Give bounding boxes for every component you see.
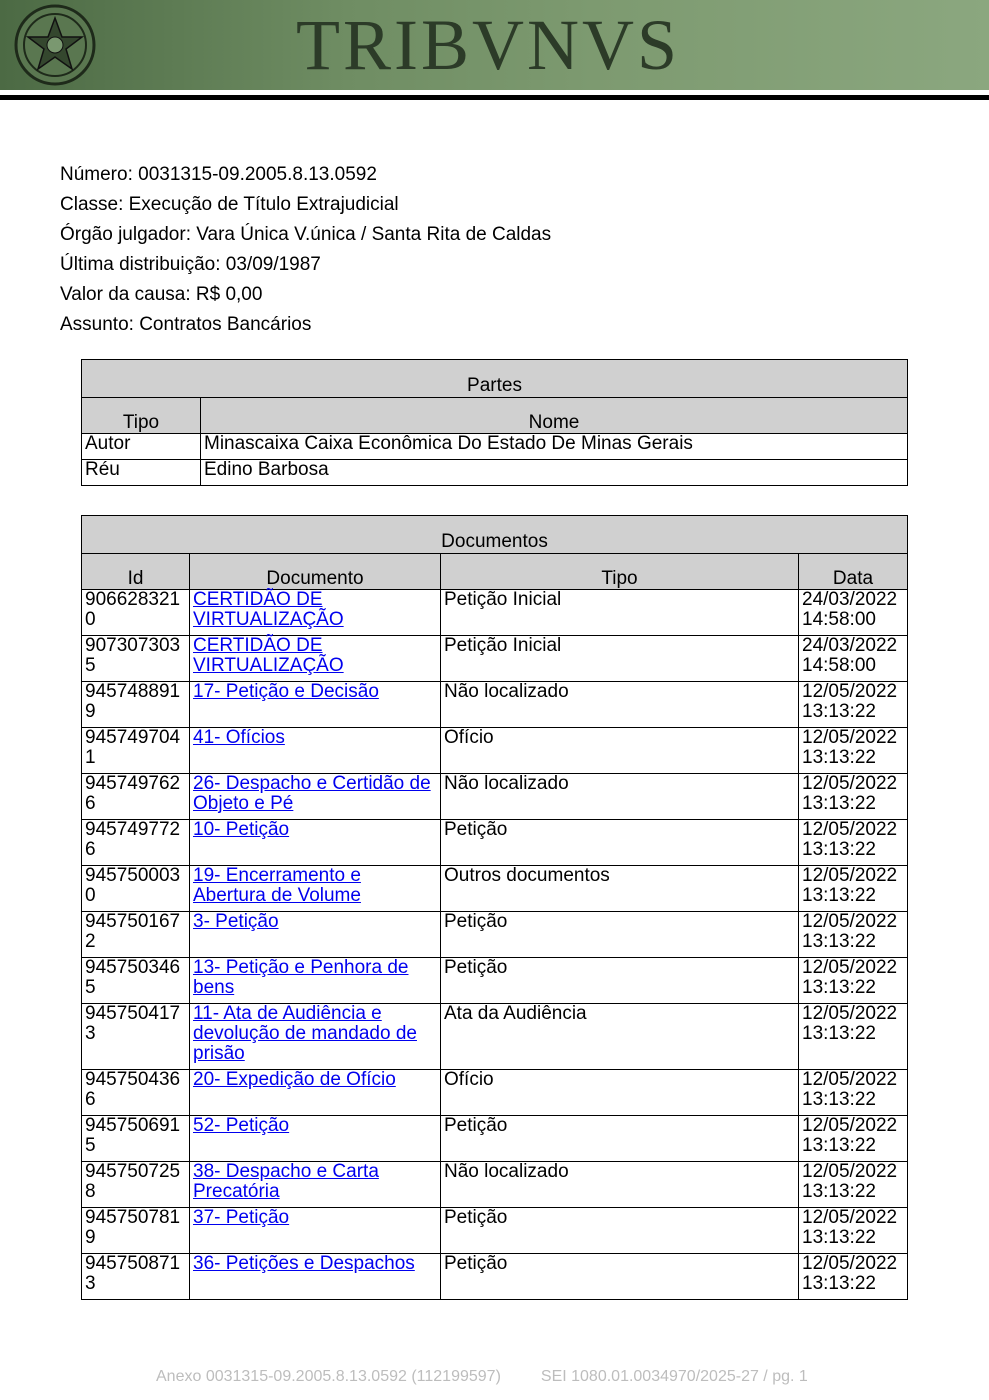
document-id: 906628321 0 <box>82 590 190 636</box>
document-cell <box>190 1208 441 1254</box>
document-link[interactable]: 3- Petição <box>193 911 279 932</box>
table-row <box>82 1070 908 1116</box>
document-date: 12/05/2022 13:13:22 <box>799 1004 908 1070</box>
document-id: 907307303 5 <box>82 636 190 682</box>
process-number: Número: 0031315-09.2005.8.13.0592 <box>60 164 377 185</box>
document-link[interactable]: 37- Petição <box>193 1207 290 1228</box>
document-date: 12/05/2022 13:13:22 <box>799 866 908 912</box>
page-footer <box>156 1368 808 1386</box>
document-date: 12/05/2022 13:13:22 <box>799 820 908 866</box>
document-link[interactable]: 17- Petição e Decisão <box>193 681 379 702</box>
document-type: Não localizado <box>441 774 799 820</box>
party-name: Edino Barbosa <box>201 460 908 486</box>
document-cell <box>190 590 441 636</box>
document-link[interactable]: CERTIDÃO DE VIRTUALIZAÇÃO <box>193 635 344 676</box>
document-type: Não localizado <box>441 1162 799 1208</box>
brand-wordmark: TRIBVNVS <box>296 5 681 85</box>
process-value: Valor da causa: R$ 0,00 <box>60 284 263 305</box>
document-type: Ofício <box>441 1070 799 1116</box>
process-class: Classe: Execução de Título Extrajudicial <box>60 194 399 215</box>
parties-table <box>81 359 908 486</box>
document-date: 12/05/2022 13:13:22 <box>799 958 908 1004</box>
table-row <box>82 1254 908 1300</box>
document-date: 24/03/2022 14:58:00 <box>799 636 908 682</box>
footer-annex: Anexo 0031315-09.2005.8.13.0592 (112199597) <box>156 1368 501 1385</box>
column-header-data: Data <box>799 554 908 590</box>
process-subject: Assunto: Contratos Bancários <box>60 314 312 335</box>
table-row <box>82 682 908 728</box>
table-row <box>82 912 908 958</box>
table-row <box>82 958 908 1004</box>
table-row <box>82 728 908 774</box>
document-link[interactable]: 13- Petição e Penhora de bens <box>193 957 409 998</box>
column-header-nome: Nome <box>201 398 908 434</box>
column-header-tipo: Tipo <box>441 554 799 590</box>
table-row <box>82 434 908 460</box>
document-date: 12/05/2022 13:13:22 <box>799 912 908 958</box>
document-date: 12/05/2022 13:13:22 <box>799 1116 908 1162</box>
document-type: Petição <box>441 958 799 1004</box>
header-rule <box>0 95 989 100</box>
table-row <box>82 590 908 636</box>
document-id: 945750003 0 <box>82 866 190 912</box>
table-row <box>82 774 908 820</box>
document-link[interactable]: 52- Petição <box>193 1115 290 1136</box>
documents-table <box>81 515 908 1300</box>
document-id: 945750691 5 <box>82 1116 190 1162</box>
document-type: Petição <box>441 912 799 958</box>
document-date: 12/05/2022 13:13:22 <box>799 1070 908 1116</box>
column-header-tipo: Tipo <box>82 398 201 434</box>
document-link[interactable]: 38- Despacho e Carta Precatória <box>193 1161 379 1202</box>
document-type: Petição <box>441 1116 799 1162</box>
parties-caption: Partes <box>82 360 908 398</box>
header-banner <box>0 0 989 90</box>
document-type: Petição <box>441 1208 799 1254</box>
document-id: 945750725 8 <box>82 1162 190 1208</box>
document-type: Ofício <box>441 728 799 774</box>
coat-of-arms-icon <box>12 4 98 86</box>
document-id: 945749772 6 <box>82 820 190 866</box>
document-date: 12/05/2022 13:13:22 <box>799 728 908 774</box>
document-id: 945750871 3 <box>82 1254 190 1300</box>
document-id: 945750346 5 <box>82 958 190 1004</box>
document-type: Petição Inicial <box>441 590 799 636</box>
document-type: Não localizado <box>441 682 799 728</box>
document-link[interactable]: 11- Ata de Audiência e devolução de mandado de prisão <box>193 1003 417 1064</box>
document-date: 12/05/2022 13:13:22 <box>799 1254 908 1300</box>
document-date: 12/05/2022 13:13:22 <box>799 774 908 820</box>
table-row <box>82 1208 908 1254</box>
document-cell <box>190 728 441 774</box>
document-id: 945750167 2 <box>82 912 190 958</box>
document-date: 24/03/2022 14:58:00 <box>799 590 908 636</box>
document-cell <box>190 682 441 728</box>
document-id: 945750436 6 <box>82 1070 190 1116</box>
document-cell <box>190 958 441 1004</box>
document-type: Petição <box>441 820 799 866</box>
document-type: Petição Inicial <box>441 636 799 682</box>
document-id: 945749704 1 <box>82 728 190 774</box>
process-distribution: Última distribuição: 03/09/1987 <box>60 254 321 275</box>
document-link[interactable]: 26- Despacho e Certidão de Objeto e Pé <box>193 773 431 814</box>
documents-caption: Documentos <box>82 516 908 554</box>
party-type: Réu <box>82 460 201 486</box>
document-cell <box>190 820 441 866</box>
table-row <box>82 866 908 912</box>
document-link[interactable]: 41- Ofícios <box>193 727 285 748</box>
document-cell <box>190 1254 441 1300</box>
document-cell <box>190 636 441 682</box>
document-id: 945750781 9 <box>82 1208 190 1254</box>
table-row <box>82 1004 908 1070</box>
document-id: 945750417 3 <box>82 1004 190 1070</box>
document-type: Petição <box>441 1254 799 1300</box>
column-header-id: Id <box>82 554 190 590</box>
document-cell <box>190 774 441 820</box>
table-row <box>82 820 908 866</box>
process-court: Órgão julgador: Vara Única V.única / Santa Rita de Caldas <box>60 224 552 245</box>
party-name: Minascaixa Caixa Econômica Do Estado De Minas Gerais <box>201 434 908 460</box>
document-link[interactable]: 36- Petições e Despachos <box>193 1253 415 1274</box>
document-type: Outros documentos <box>441 866 799 912</box>
process-metadata <box>60 160 551 340</box>
document-cell <box>190 1116 441 1162</box>
column-header-documento: Documento <box>190 554 441 590</box>
table-row <box>82 636 908 682</box>
document-link[interactable]: 20- Expedição de Ofício <box>193 1069 396 1090</box>
document-cell <box>190 912 441 958</box>
document-cell <box>190 1162 441 1208</box>
document-cell <box>190 866 441 912</box>
document-id: 945748891 9 <box>82 682 190 728</box>
document-date: 12/05/2022 13:13:22 <box>799 1208 908 1254</box>
table-row <box>82 1162 908 1208</box>
document-date: 12/05/2022 13:13:22 <box>799 682 908 728</box>
document-cell <box>190 1070 441 1116</box>
table-row <box>82 460 908 486</box>
party-type: Autor <box>82 434 201 460</box>
document-id: 945749762 6 <box>82 774 190 820</box>
table-row <box>82 1116 908 1162</box>
document-link[interactable]: CERTIDÃO DE VIRTUALIZAÇÃO <box>193 589 344 630</box>
footer-sei: SEI 1080.01.0034970/2025-27 / pg. 1 <box>540 1368 808 1385</box>
document-link[interactable]: 19- Encerramento e Abertura de Volume <box>193 865 361 906</box>
document-link[interactable]: 10- Petição <box>193 819 290 840</box>
document-type: Ata da Audiência <box>441 1004 799 1070</box>
document-cell <box>190 1004 441 1070</box>
document-date: 12/05/2022 13:13:22 <box>799 1162 908 1208</box>
